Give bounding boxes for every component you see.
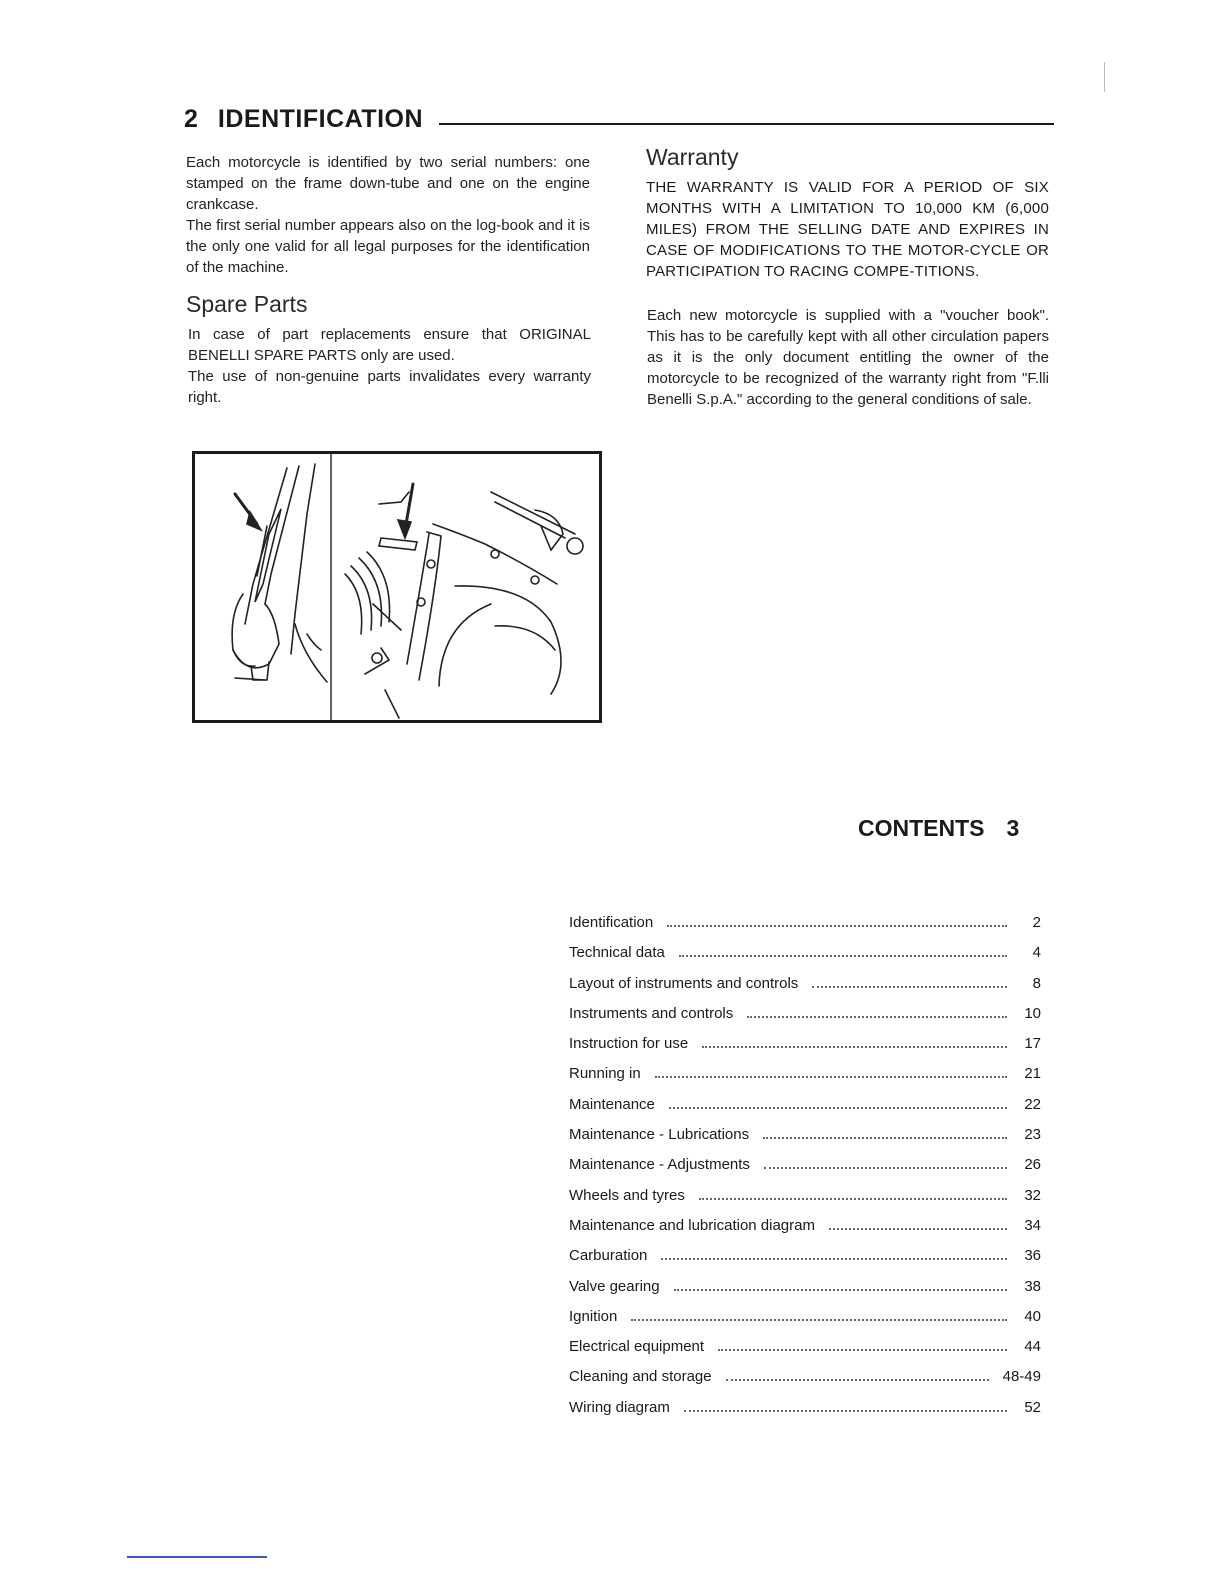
toc-entry [569,1278,1041,1308]
toc-page: 38 [1024,1277,1041,1295]
toc-entry [569,1187,1041,1217]
toc-label: Ignition [569,1307,618,1325]
spare-parts-paragraph: In case of part replacements ensure that ORIGINAL BENELLI SPARE PARTS only are used. [188,326,591,364]
toc-leader [669,1107,1007,1109]
toc-leader [763,1137,1007,1139]
contents-title: CONTENTS [858,815,985,841]
section-heading [184,98,1054,134]
toc-label: Instruments and controls [569,1004,734,1022]
margin-mark [1104,62,1105,92]
toc-entry [569,1308,1041,1338]
toc-leader [718,1349,1007,1351]
toc-leader [747,1016,1007,1018]
toc-page: 26 [1024,1156,1041,1174]
spare-parts-paragraph: The use of non-genuine parts invalidates every warranty right. [188,368,591,406]
warranty-caps-text: THE WARRANTY IS VALID FOR A PERIOD OF SIX MONTHS WITH A LIMITATION TO 10,000 KM (6,000 MILES) FROM THE SELLING DATE AND EXPIRES IN CASE OF MODIFICATIONS TO THE MOTOR-CYCLE OR PARTICIPATION TO RACING COMPE-TITIONS. [646,179,1049,280]
toc-label: Cleaning and storage [569,1368,712,1386]
toc-entry [569,914,1041,944]
identification-paragraph: Each motorcycle is identified by two serial numbers: one stamped on the frame down-tube and one on the engine crankcase. [186,154,590,213]
footer-rule [127,1556,267,1558]
toc-page: 4 [1032,944,1041,962]
toc-leader [655,1076,1007,1078]
toc-page: 48-49 [1002,1368,1041,1386]
toc-entry [569,1126,1041,1156]
toc-page: 2 [1032,914,1041,931]
toc-leader [679,955,1007,957]
toc-label: Maintenance - Lubrications [569,1126,750,1144]
warranty-text: Each new motorcycle is supplied with a "voucher book". This has to be carefully kept with all other circulation papers as it is the only document entitling the owner of the motorcycle to be recognized of the warranty right from "F.lli Benelli S.p.A." according to the general conditions of sale. [647,307,1049,408]
toc-leader [812,986,1007,988]
toc-label: Instruction for use [569,1035,689,1053]
section-title: IDENTIFICATION [217,105,424,133]
toc-page: 34 [1024,1216,1041,1234]
toc-label: Valve gearing [569,1277,660,1295]
heading-rule [439,123,1054,125]
toc-entry [569,1035,1041,1065]
toc-leader [829,1228,1007,1230]
toc-page: 10 [1024,1004,1041,1022]
toc-label: Maintenance [569,1095,655,1113]
toc-page: 40 [1024,1307,1041,1325]
section-number: 2 [184,105,198,133]
toc-entry [569,1156,1041,1186]
toc-page: 36 [1024,1247,1041,1265]
contents-page-number: 3 [1006,815,1020,841]
toc-entry [569,1065,1041,1095]
toc-page: 52 [1024,1398,1041,1416]
toc-entry [569,1338,1041,1368]
toc-label: Technical data [569,944,665,962]
toc-label: Electrical equipment [569,1338,705,1356]
table-of-contents [569,914,1041,1429]
spare-parts-heading: Spare Parts [186,291,308,317]
toc-page: 8 [1032,974,1041,992]
toc-label: Identification [569,914,654,931]
toc-page: 22 [1024,1095,1041,1113]
toc-leader [726,1379,989,1381]
toc-entry [569,1399,1041,1429]
toc-leader [631,1319,1007,1321]
toc-leader [699,1198,1007,1200]
toc-label: Maintenance and lubrication diagram [569,1216,815,1234]
contents-heading [858,815,1019,842]
toc-leader [674,1289,1007,1291]
toc-page: 17 [1024,1035,1041,1053]
toc-leader [684,1410,1007,1412]
toc-label: Maintenance - Adjustments [569,1156,750,1174]
toc-label: Carburation [569,1247,648,1265]
toc-leader [702,1046,1007,1048]
toc-entry [569,1217,1041,1247]
serial-number-illustration [192,451,602,723]
toc-entry [569,1247,1041,1277]
toc-leader [667,925,1007,927]
toc-label: Layout of instruments and controls [569,974,799,992]
toc-entry [569,1368,1041,1398]
toc-entry [569,1096,1041,1126]
spare-parts-text [188,324,591,408]
identification-paragraph: The first serial number appears also on the log-book and it is the only one valid for all legal purposes for the identification of the machine. [186,217,590,276]
toc-page: 32 [1024,1186,1041,1204]
toc-entry [569,975,1041,1005]
toc-entry [569,1005,1041,1035]
toc-page: 21 [1024,1065,1041,1083]
toc-leader [661,1258,1007,1260]
toc-page: 44 [1024,1338,1041,1356]
illustration-drawing [195,454,599,720]
toc-leader [764,1167,1007,1169]
toc-entry [569,944,1041,974]
identification-text [186,152,590,278]
toc-label: Wiring diagram [569,1398,670,1416]
toc-label: Wheels and tyres [569,1186,685,1204]
toc-page: 23 [1024,1126,1041,1144]
warranty-heading: Warranty [646,144,739,170]
toc-label: Running in [569,1065,641,1083]
